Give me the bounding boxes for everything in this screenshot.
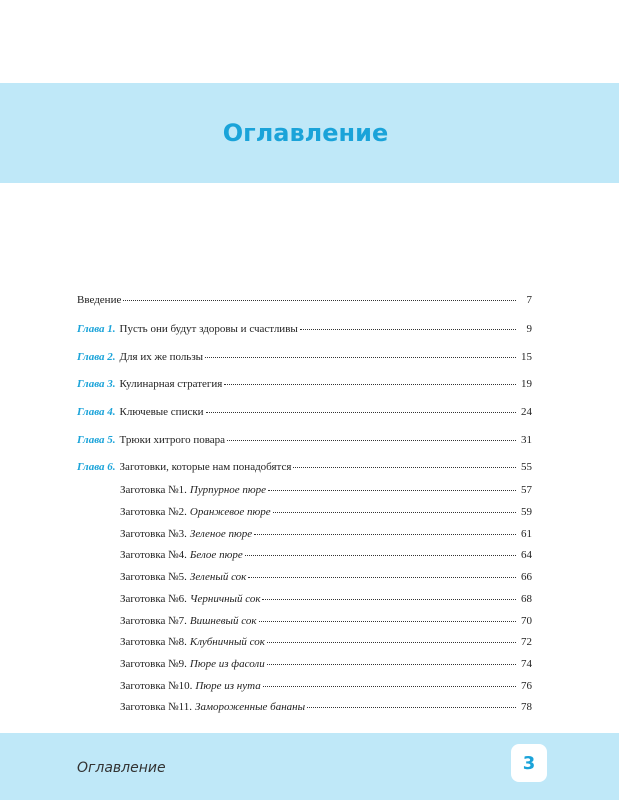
page-number-badge	[511, 744, 547, 782]
dot-leader	[227, 439, 516, 441]
subitem-title: Зеленый сок	[189, 571, 247, 583]
toc-subitem-2[interactable]	[120, 505, 532, 519]
dot-leader	[268, 489, 516, 491]
page-title: Оглавление	[222, 119, 389, 147]
header-band	[0, 83, 619, 183]
chapter-page: 15	[521, 351, 532, 363]
toc-subitem-4[interactable]	[120, 548, 532, 562]
dot-leader	[206, 411, 516, 413]
toc-subitem-10[interactable]	[120, 679, 532, 693]
toc-subitem-1[interactable]	[120, 483, 532, 497]
dot-leader	[248, 576, 516, 578]
subitem-page: 72	[521, 636, 532, 648]
subitem-page: 61	[521, 528, 532, 540]
subitem-prefix: Заготовка №1.	[120, 484, 187, 496]
dot-leader	[293, 466, 516, 468]
toc-chapter-5[interactable]	[77, 433, 532, 447]
chapter-title: Кулинарная стратегия	[119, 378, 223, 390]
dot-leader	[254, 533, 516, 535]
subitem-page: 68	[521, 593, 532, 605]
subitem-prefix: Заготовка №8.	[120, 636, 187, 648]
subitem-page: 70	[521, 615, 532, 627]
chapter-page: 24	[521, 406, 532, 418]
subitem-title: Пюре из нута	[195, 680, 261, 692]
toc-subitem-8[interactable]	[120, 635, 532, 649]
subitem-title: Черничный сок	[189, 593, 261, 605]
subitem-prefix: Заготовка №5.	[120, 571, 187, 583]
subitem-title: Оранжевое пюре	[189, 506, 271, 518]
subitem-prefix: Заготовка №11.	[120, 701, 192, 713]
subitem-page: 57	[521, 484, 532, 496]
subitem-page: 59	[521, 506, 532, 518]
dot-leader	[267, 641, 516, 643]
toc-chapter-3[interactable]	[77, 377, 532, 391]
toc-subitem-11[interactable]	[120, 700, 532, 714]
subitem-prefix: Заготовка №3.	[120, 528, 187, 540]
dot-leader	[267, 663, 516, 665]
subitem-title: Пурпурное пюре	[189, 484, 267, 496]
dot-leader	[300, 328, 516, 330]
dot-leader	[123, 299, 516, 301]
chapter-title: Для их же пользы	[119, 351, 204, 363]
dot-leader	[205, 356, 516, 358]
chapter-label: Глава 3.	[77, 378, 116, 390]
subitem-title: Вишневый сок	[189, 615, 257, 627]
toc-intro-page: 7	[526, 294, 532, 306]
subitem-page: 64	[521, 549, 532, 561]
dot-leader	[245, 554, 516, 556]
toc-chapter-2[interactable]	[77, 350, 532, 364]
dot-leader	[259, 620, 517, 622]
subitem-title: Клубничный сок	[189, 636, 265, 648]
toc-intro[interactable]	[77, 293, 532, 307]
subitem-page: 66	[521, 571, 532, 583]
subitem-prefix: Заготовка №7.	[120, 615, 187, 627]
chapter-label: Глава 4.	[77, 406, 116, 418]
subitem-page: 78	[521, 701, 532, 713]
chapter-page: 9	[526, 323, 532, 335]
toc-chapter-1[interactable]	[77, 322, 532, 336]
chapter-label: Глава 5.	[77, 434, 116, 446]
subitem-prefix: Заготовка №10.	[120, 680, 193, 692]
dot-leader	[262, 598, 516, 600]
chapter-label: Глава 6.	[77, 461, 116, 473]
chapter-label: Глава 2.	[77, 351, 116, 363]
subitem-prefix: Заготовка №4.	[120, 549, 187, 561]
toc-chapter-4[interactable]	[77, 405, 532, 419]
footer-band	[0, 733, 619, 800]
subitem-prefix: Заготовка №9.	[120, 658, 187, 670]
dot-leader	[307, 706, 516, 708]
toc-subitem-5[interactable]	[120, 570, 532, 584]
chapter-title: Трюки хитрого повара	[119, 434, 226, 446]
chapter-title: Ключевые списки	[119, 406, 204, 418]
toc-subitem-9[interactable]	[120, 657, 532, 671]
subitem-page: 76	[521, 680, 532, 692]
toc-subitem-3[interactable]	[120, 527, 532, 541]
chapter-title: Пусть они будут здоровы и счастливы	[119, 323, 298, 335]
toc-subitem-7[interactable]	[120, 614, 532, 628]
subitem-prefix: Заготовка №6.	[120, 593, 187, 605]
subitem-prefix: Заготовка №2.	[120, 506, 187, 518]
chapter-title: Заготовки, которые нам понадобятся	[119, 461, 292, 473]
chapter-page: 31	[521, 434, 532, 446]
chapter-label: Глава 1.	[77, 323, 116, 335]
subitem-title: Пюре из фасоли	[189, 658, 265, 670]
chapter-page: 19	[521, 378, 532, 390]
subitem-page: 74	[521, 658, 532, 670]
toc-chapter-6[interactable]	[77, 460, 532, 474]
footer-title: Оглавление	[77, 760, 166, 776]
chapter-page: 55	[521, 461, 532, 473]
page-number: 3	[522, 752, 536, 774]
dot-leader	[263, 685, 516, 687]
toc-subitem-6[interactable]	[120, 592, 532, 606]
dot-leader	[224, 383, 516, 385]
subitem-title: Белое пюре	[189, 549, 243, 561]
toc-intro-title: Введение	[77, 294, 122, 306]
dot-leader	[273, 511, 516, 513]
subitem-title: Зеленое пюре	[189, 528, 253, 540]
subitem-title: Замороженные бананы	[195, 701, 306, 713]
